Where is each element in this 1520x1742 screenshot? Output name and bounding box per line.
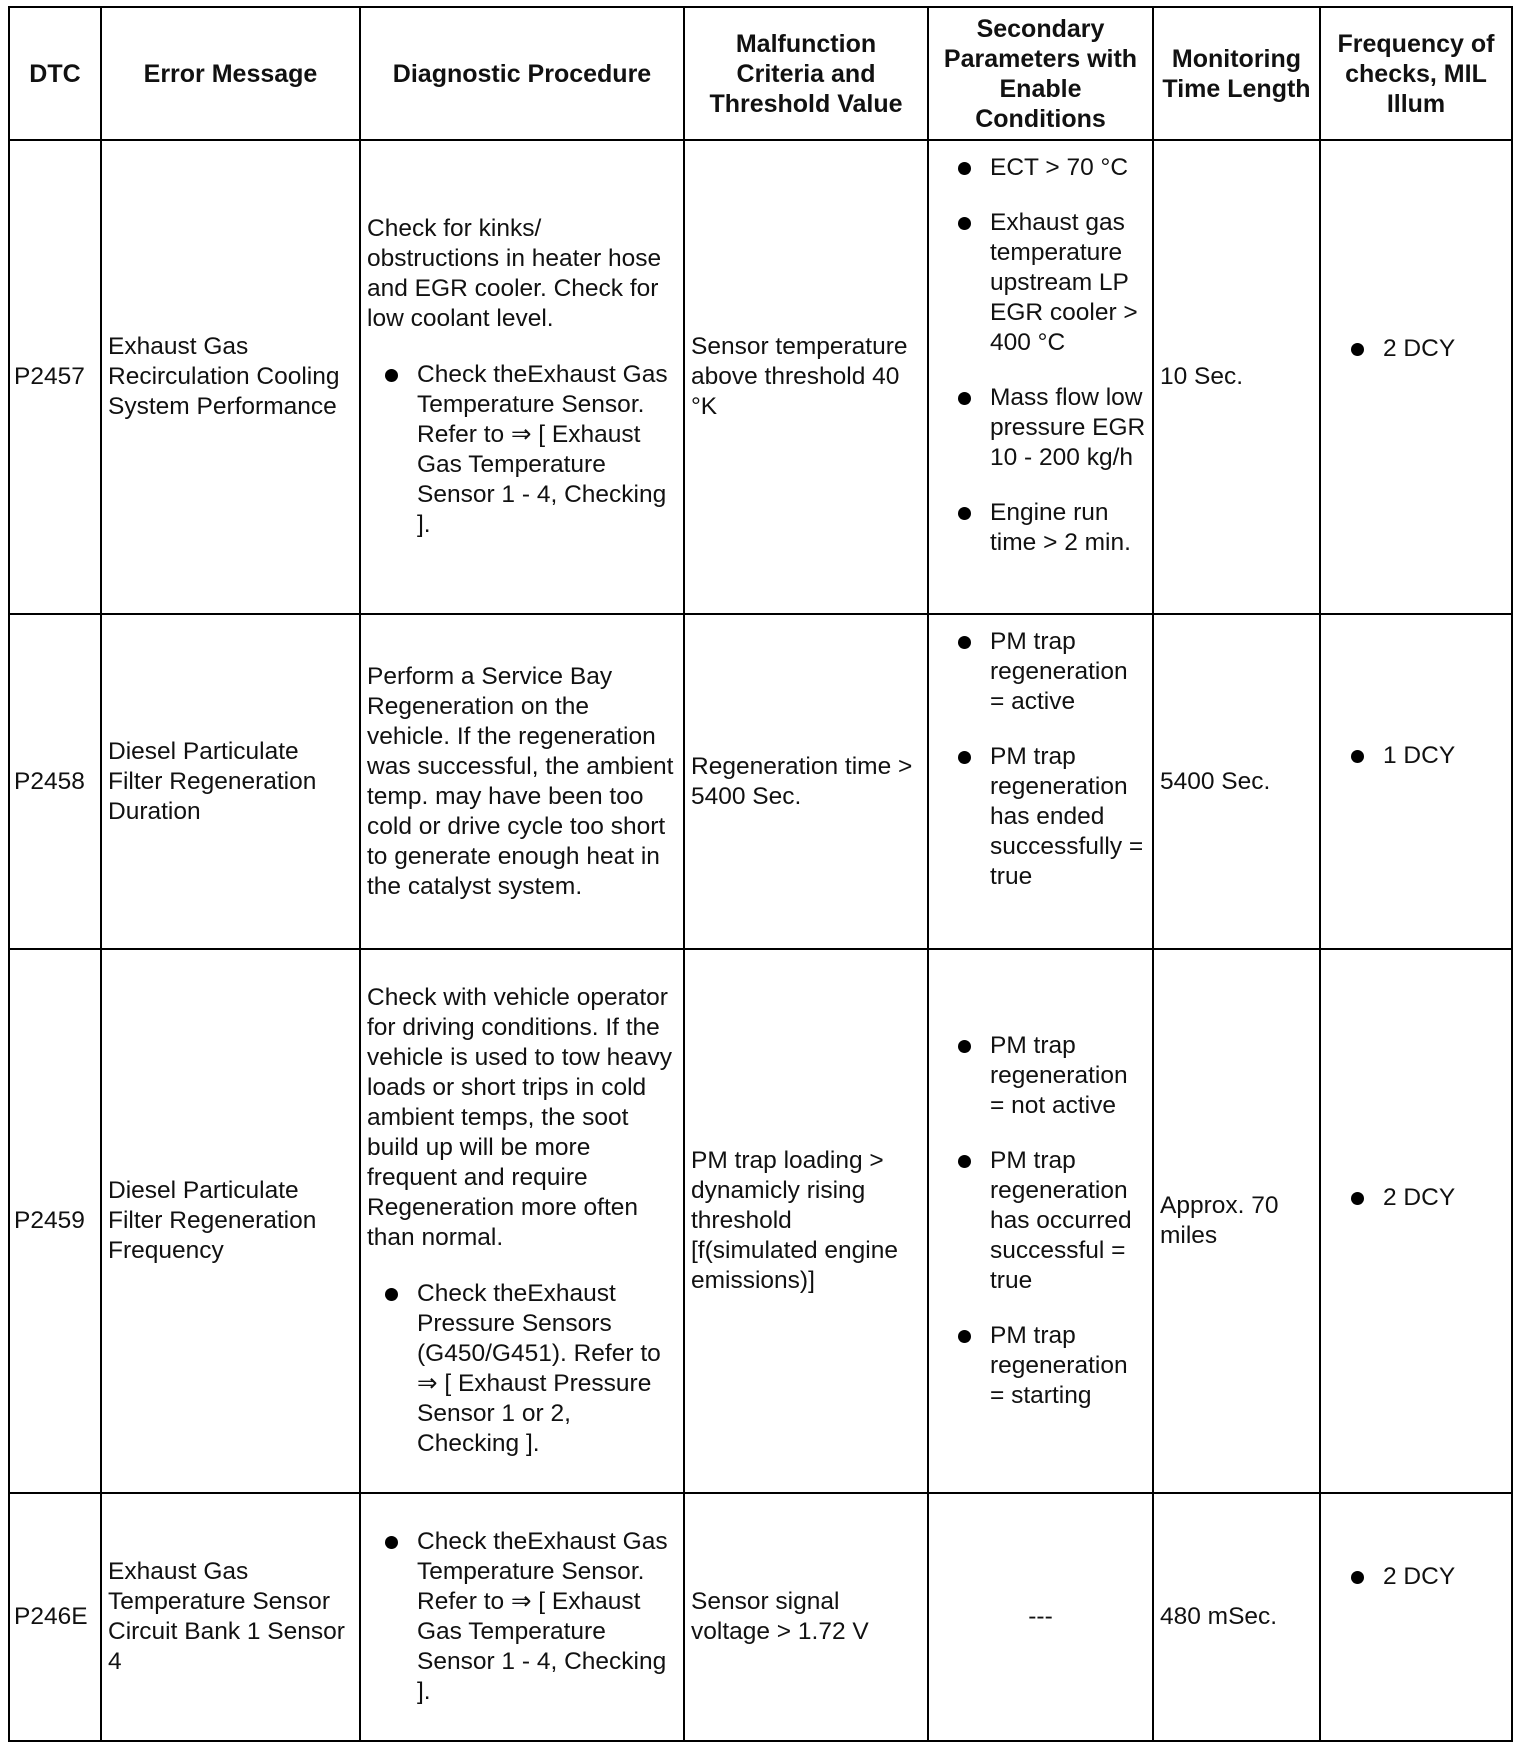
secondary-parameters: --- — [928, 1493, 1153, 1741]
procedure-bullets — [367, 1527, 677, 1707]
procedure-bullet: Check theExhaust Gas Temperature Sensor. Refer to ⇒ [ Exhaust Gas Temperature Sensor 1 - 4, Checking ]. — [367, 1527, 677, 1707]
header-error-message: Error Message — [101, 7, 360, 140]
malfunction-criteria: Regeneration time > 5400 Sec. — [684, 614, 928, 949]
secondary-param: ECT > 70 °C — [935, 153, 1146, 183]
secondary-parameters — [928, 614, 1153, 949]
secondary-parameters — [928, 140, 1153, 614]
frequency — [1320, 949, 1512, 1493]
secondary-param: PM trap regeneration = not active — [935, 1031, 1146, 1121]
procedure-bullets — [367, 360, 677, 540]
diagnostic-procedure — [360, 949, 684, 1493]
monitoring-time: 10 Sec. — [1153, 140, 1320, 614]
secondary-param: Mass flow low pressure EGR 10 - 200 kg/h — [935, 383, 1146, 473]
frequency — [1320, 1493, 1512, 1741]
error-message: Diesel Particulate Filter Regeneration Duration — [101, 614, 360, 949]
bullet-icon — [958, 507, 971, 520]
bullet-icon — [385, 1288, 398, 1301]
bullet-icon — [958, 1155, 971, 1168]
dtc-table — [8, 6, 1513, 1742]
bullet-icon — [1351, 750, 1364, 763]
frequency-value: 1 DCY — [1327, 741, 1505, 771]
table-row — [9, 949, 1512, 1493]
secondary-param: Exhaust gas temperature upstream LP EGR cooler > 400 °C — [935, 208, 1146, 358]
procedure-text: Check for kinks/ obstructions in heater hose and EGR cooler. Check for low coolant level. — [367, 215, 662, 332]
header-dtc: DTC — [9, 7, 101, 140]
bullet-icon — [1351, 1571, 1364, 1584]
bullet-icon — [958, 1040, 971, 1053]
diagnostic-procedure — [360, 1493, 684, 1741]
secondary-param: Engine run time > 2 min. — [935, 498, 1146, 558]
frequency — [1320, 614, 1512, 949]
table-row — [9, 140, 1512, 614]
diagnostic-procedure — [360, 614, 684, 949]
malfunction-criteria: PM trap loading > dynamicly rising threshold [f(simulated engine emissions)] — [684, 949, 928, 1493]
dtc-code: P2457 — [9, 140, 101, 614]
header-monitoring-time: Monitoring Time Length — [1153, 7, 1320, 140]
table-row — [9, 614, 1512, 949]
bullet-icon — [958, 392, 971, 405]
bullet-icon — [958, 217, 971, 230]
procedure-text: Check with vehicle operator for driving conditions. If the vehicle is used to tow heavy loads or short trips in cold ambient temps, the soot build up will be more frequent and require Regeneration more often than normal. — [367, 984, 673, 1251]
bullet-icon — [1351, 1192, 1364, 1205]
dtc-code: P2459 — [9, 949, 101, 1493]
dtc-code: P246E — [9, 1493, 101, 1741]
error-message: Exhaust Gas Recirculation Cooling System Performance — [101, 140, 360, 614]
secondary-param: PM trap regeneration has occurred successful = true — [935, 1146, 1146, 1296]
bullet-icon — [385, 1536, 398, 1549]
header-diagnostic-procedure: Diagnostic Procedure — [360, 7, 684, 140]
monitoring-time: 5400 Sec. — [1153, 614, 1320, 949]
secondary-param: PM trap regeneration has ended successfully = true — [935, 742, 1146, 892]
frequency-value: 2 DCY — [1327, 334, 1505, 364]
bullet-icon — [958, 636, 971, 649]
bullet-icon — [1351, 343, 1364, 356]
header-row — [9, 7, 1512, 140]
header-secondary-parameters: Secondary Parameters with Enable Conditions — [928, 7, 1153, 140]
header-malfunction-criteria: Malfunction Criteria and Threshold Value — [684, 7, 928, 140]
secondary-param: PM trap regeneration = active — [935, 627, 1146, 717]
header-frequency: Frequency of checks, MIL Illum — [1320, 7, 1512, 140]
dtc-code: P2458 — [9, 614, 101, 949]
secondary-parameters — [928, 949, 1153, 1493]
table-row — [9, 1493, 1512, 1741]
malfunction-criteria: Sensor signal voltage > 1.72 V — [684, 1493, 928, 1741]
bullet-icon — [958, 751, 971, 764]
frequency-value: 2 DCY — [1327, 1183, 1505, 1213]
malfunction-criteria: Sensor temperature above threshold 40 °K — [684, 140, 928, 614]
error-message: Diesel Particulate Filter Regeneration Frequency — [101, 949, 360, 1493]
monitoring-time: Approx. 70 miles — [1153, 949, 1320, 1493]
frequency-value: 2 DCY — [1327, 1562, 1505, 1592]
bullet-icon — [385, 369, 398, 382]
error-message: Exhaust Gas Temperature Sensor Circuit Bank 1 Sensor 4 — [101, 1493, 360, 1741]
procedure-bullet: Check theExhaust Pressure Sensors (G450/G451). Refer to ⇒ [ Exhaust Pressure Sensor 1 or 2, Checking ]. — [367, 1279, 677, 1459]
frequency — [1320, 140, 1512, 614]
procedure-bullets — [367, 1279, 677, 1459]
monitoring-time: 480 mSec. — [1153, 1493, 1320, 1741]
secondary-param: PM trap regeneration = starting — [935, 1321, 1146, 1411]
bullet-icon — [958, 162, 971, 175]
procedure-text: Perform a Service Bay Regeneration on the vehicle. If the regeneration was successful, the ambient temp. may have been too cold or drive cycle too short to generate enough heat in the catalyst system. — [367, 662, 674, 900]
diagnostic-procedure — [360, 140, 684, 614]
procedure-bullet: Check theExhaust Gas Temperature Sensor. Refer to ⇒ [ Exhaust Gas Temperature Sensor 1 - 4, Checking ]. — [367, 360, 677, 540]
bullet-icon — [958, 1330, 971, 1343]
